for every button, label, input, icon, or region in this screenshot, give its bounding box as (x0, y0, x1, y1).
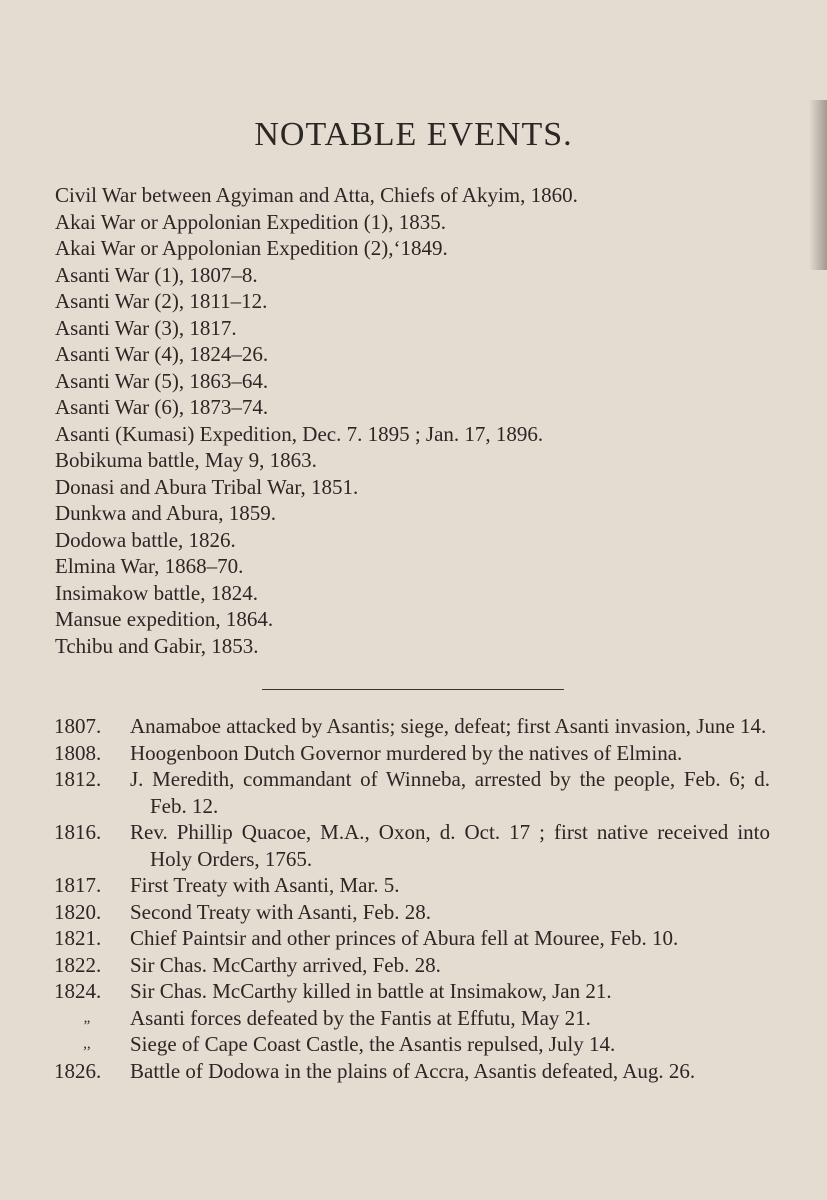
entry-year: 1808. (54, 740, 102, 765)
entry-text: Hoogenboon Dutch Governor murdered by the natives of Elmina. (130, 740, 683, 765)
entry-year: 1822. (54, 952, 102, 977)
entry-text: First Treaty with Asanti, Mar. 5. (130, 873, 400, 897)
entry-text: Siege of Cape Coast Castle, the Asantis repulsed, July 14. (130, 1032, 616, 1056)
chronology-entry (50, 766, 770, 819)
chronology-entry (50, 1058, 770, 1085)
chronology-list (50, 713, 770, 1084)
entry-year: 1817. (54, 873, 102, 897)
list-item: Asanti War (2), 1811–12. (55, 289, 268, 313)
entry-year: 1824. (54, 979, 102, 1003)
section-divider (262, 689, 564, 690)
list-item: Asanti War (4), 1824–26. (55, 342, 269, 366)
notable-events-list (55, 182, 795, 659)
entry-text: Battle of Dodowa in the plains of Accra, Asantis defeated, Aug. 26. (130, 1058, 696, 1083)
list-item: Akai War or Appolonian Expedition (1), 1835. (55, 209, 447, 234)
chronology-entry (50, 740, 770, 767)
list-item: Asanti War (3), 1817. (55, 315, 237, 340)
entry-text: Sir Chas. McCarthy killed in battle at Insimakow, Jan 21. (130, 979, 612, 1003)
entry-year: 1820. (54, 899, 102, 924)
page-title: NOTABLE EVENTS. (254, 116, 573, 153)
entry-year: 1807. (54, 714, 102, 738)
entry-text: Sir Chas. McCarthy arrived, Feb. 28. (130, 952, 441, 977)
entry-year: 1812. (54, 767, 102, 791)
list-item: Mansue expedition, 1864. (55, 607, 274, 631)
ditto-mark: ,, (83, 1036, 91, 1052)
chronology-entry (50, 713, 770, 740)
list-item: Tchibu and Gabir, 1853. (55, 633, 259, 658)
entry-text: Chief Paintsir and other princes of Abura fell at Mouree, Feb. 10. (130, 926, 679, 950)
chronology-entry (50, 925, 770, 952)
list-item: Dunkwa and Abura, 1859. (55, 501, 277, 525)
entry-year: 1821. (54, 926, 102, 950)
chronology-entry (50, 978, 770, 1005)
list-item: Bobikuma battle, May 9, 1863. (55, 448, 317, 472)
list-item: Donasi and Abura Tribal War, 1851. (55, 474, 359, 499)
chronology-entry (50, 899, 770, 926)
entry-text: Second Treaty with Asanti, Feb. 28. (130, 899, 432, 924)
list-item: Dodowa battle, 1826. (55, 527, 236, 552)
entry-year: 1816. (54, 820, 102, 844)
list-item: Civil War between Agyiman and Atta, Chiefs of Akyim, 1860. (55, 183, 578, 207)
entry-text: J. Meredith, commandant of Winneba, arrested by the people, Feb. 6; d. Feb. 12. (130, 767, 770, 818)
chronology-entry (50, 952, 770, 979)
list-item: Asanti War (5), 1863–64. (55, 368, 269, 393)
list-item: Insimakow battle, 1824. (55, 580, 258, 605)
chronology-entry (50, 819, 770, 872)
entry-text: Anamaboe attacked by Asantis; siege, defeat; first Asanti invasion, June 14. (130, 714, 767, 738)
chronology-entry (50, 1031, 770, 1058)
entry-year: 1826. (54, 1058, 102, 1083)
entry-text: Asanti forces defeated by the Fantis at Effutu, May 21. (130, 1005, 591, 1030)
ditto-mark: „ (83, 1009, 91, 1026)
list-item: Asanti (Kumasi) Expedition, Dec. 7. 1895 ; Jan. 17, 1896. (55, 421, 544, 446)
chronology-entry (50, 1005, 770, 1032)
chronology-entry (50, 872, 770, 899)
entry-text: Rev. Phillip Quacoe, M.A., Oxon, d. Oct. 17 ; first native received into Holy Orders, 1765. (130, 820, 770, 871)
list-item: Asanti War (1), 1807–8. (55, 262, 258, 287)
list-item: Asanti War (6), 1873–74. (55, 395, 269, 419)
list-item: Akai War or Appolonian Expedition (2),‘1849. (55, 236, 448, 260)
list-item: Elmina War, 1868–70. (55, 554, 244, 578)
